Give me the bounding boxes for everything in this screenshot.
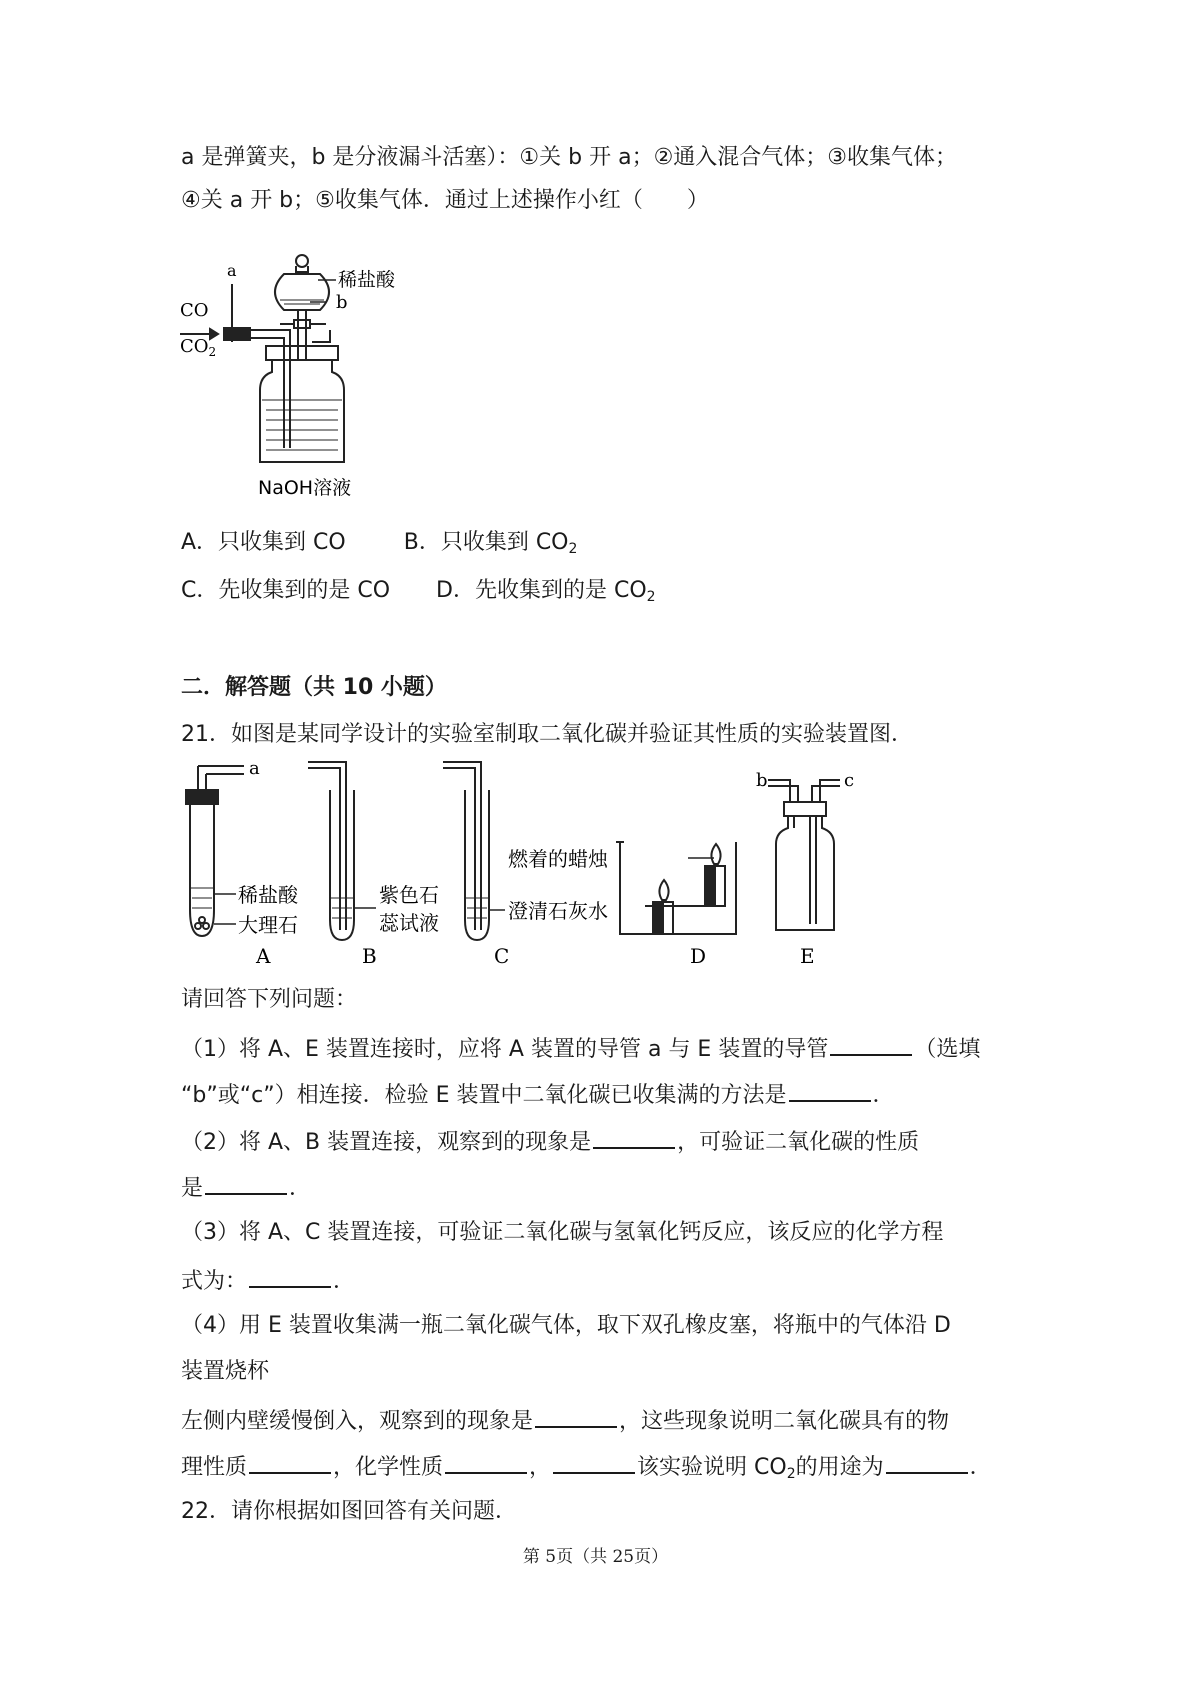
label-b-port: b — [756, 770, 768, 791]
q21-part4-line2: 装置烧杯 — [181, 1359, 270, 1384]
answer-blank[interactable] — [205, 1171, 287, 1195]
option-a: A．只收集到 CO — [181, 530, 346, 555]
answer-blank[interactable] — [445, 1450, 527, 1474]
label-dilute-hcl: 稀盐酸 — [338, 269, 396, 291]
answer-blank[interactable] — [553, 1450, 635, 1474]
q20-line-1: a 是弹簧夹，b 是分液漏斗活塞）：①关 b 开 a；②通入混合气体；③收集气体； — [181, 145, 958, 170]
label-co2: $CO_2$ — [180, 336, 217, 359]
label-naoh-solution: NaOH溶液 — [258, 477, 352, 499]
label-litmus-1: 紫色石 — [379, 883, 439, 907]
caption-c: C — [494, 944, 510, 968]
q21-prompt: 请回答下列问题： — [181, 987, 358, 1012]
q21-apparatus-figure — [180, 760, 900, 970]
caption-a: A — [256, 944, 271, 968]
q20-line-2: ④关 a 开 b；⑤收集气体．通过上述操作小红（ ） — [181, 188, 709, 213]
answer-blank[interactable] — [535, 1404, 617, 1428]
answer-blank[interactable] — [249, 1450, 331, 1474]
q21-stem: 21．如图是某同学设计的实验室制取二氧化碳并验证其性质的实验装置图． — [181, 722, 913, 747]
page-footer: 第 5页（共 25页） — [522, 1547, 669, 1567]
label-dilute-hcl: 稀盐酸 — [238, 883, 298, 907]
answer-blank[interactable] — [789, 1078, 871, 1102]
q21-part4-line1: （4）用 E 装置收集满一瓶二氧化碳气体，取下双孔橡皮塞，将瓶中的气体沿 D — [181, 1313, 951, 1338]
label-litmus-2: 蕊试液 — [379, 911, 439, 935]
option-d: D．先收集到的是 $CO_2$ — [436, 578, 656, 605]
q21-part4-line4: 理性质 ，化学性质 ， 该实验说明 $CO_2$的用途为 ． — [181, 1450, 992, 1489]
label-limewater: 澄清石灰水 — [508, 899, 608, 923]
label-burning-candle: 燃着的蜡烛 — [508, 847, 608, 871]
option-b: B．只收集到 $CO_2$ — [403, 530, 578, 557]
q21-part1-line2: “b”或“c”）相连接．检验 E 装置中二氧化碳已收集满的方法是 ． — [181, 1078, 895, 1111]
answer-blank[interactable] — [886, 1450, 968, 1474]
q21-part3-line1: （3）将 A、C 装置连接，可验证二氧化碳与氢氧化钙反应，该反应的化学方程 — [181, 1220, 944, 1245]
q22-stem: 22．请你根据如图回答有关问题． — [181, 1499, 517, 1524]
caption-b: B — [362, 944, 377, 968]
q21-part3-line2: 式为： ． — [181, 1264, 355, 1297]
q20-apparatus-figure — [180, 250, 410, 512]
option-c: C．先收集到的是 CO — [181, 578, 391, 603]
answer-blank[interactable] — [830, 1032, 912, 1056]
label-c-port: c — [844, 770, 855, 791]
section-title: 二．解答题（共 10 小题） — [181, 675, 447, 700]
caption-d: D — [690, 944, 707, 968]
label-b: b — [336, 292, 348, 313]
answer-blank[interactable] — [593, 1125, 675, 1149]
label-co: CO — [180, 300, 209, 321]
q21-part2-line1: （2）将 A、B 装置连接，观察到的现象是 ，可验证二氧化碳的性质 — [181, 1125, 919, 1158]
caption-e: E — [800, 944, 815, 968]
label-marble: 大理石 — [238, 913, 298, 937]
q21-part4-line3: 左侧内壁缓慢倒入，观察到的现象是 ，这些现象说明二氧化碳具有的物 — [181, 1404, 949, 1437]
q21-part2-line2: 是 ． — [181, 1171, 311, 1204]
label-a: a — [227, 261, 237, 280]
q20-options-cd — [181, 576, 656, 612]
answer-blank[interactable] — [249, 1264, 331, 1288]
q21-part1-line1: （1）将 A、E 装置连接时，应将 A 装置的导管 a 与 E 装置的导管 （选填 — [181, 1032, 980, 1065]
q20-options-ab — [181, 528, 577, 564]
label-a-tube: a — [249, 760, 260, 779]
